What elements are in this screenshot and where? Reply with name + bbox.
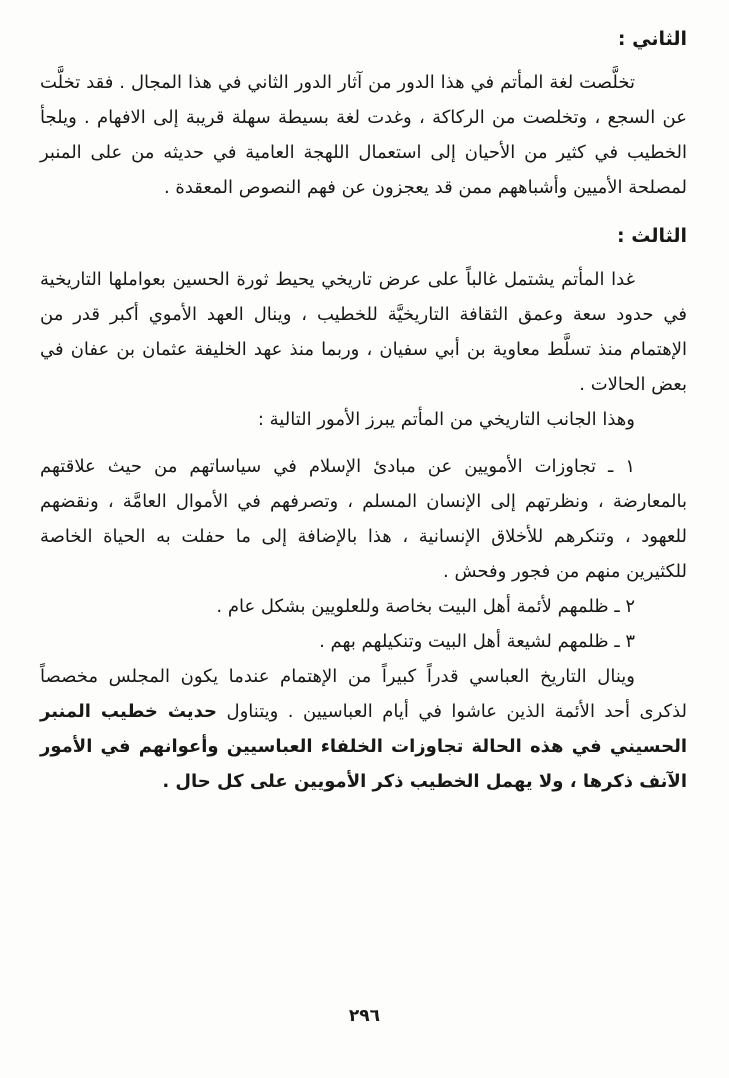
paragraph-third-3-bold-text: حديث خطيب المنبر الحسيني في هذه الحالة تجاوزات الخلفاء العباسيين وأعوانهم في الأمور الآنف ذكرها ، ولا يهمل الخطيب ذكر الأمويين على كل حال .	[40, 701, 687, 792]
paragraph-third-3	[40, 659, 687, 799]
list-item-3: ٣ ـ ظلمهم لشيعة أهل البيت وتنكيلهم بهم .	[319, 631, 635, 652]
page-number: ٢٩٦	[348, 1006, 381, 1026]
list-item-1: ١ ـ تجاوزات الأمويين عن مبادئ الإسلام في سياساتهم من حيث علاقتهم بالمعارضة ، ونظرتهم إلى الإنسان المسلم ، وتصرفهم في الأموال العامَّة ، ونقضهم للعهود ، وتنكرهم للأخلاق الإنسانية ، هذا بالإضافة إلى ما حفلت به الحياة الخاصة للكثيرين منهم من فجور وفحش .	[40, 456, 687, 582]
section-heading-second: الثاني :	[617, 28, 687, 50]
paragraph-second-1: تخلَّصت لغة المأتم في هذا الدور من آثار الدور الثاني في هذا المجال . فقد تخلَّت عن السجع ، وتخلصت من الركاكة ، وغدت لغة بسيطة سهلة قريبة إلى الافهام . ويلجأ الخطيب في كثير من الأحيان إلى استعمال اللهجة العامية في حديثه من على المنبر لمصلحة الأميين وأشباههم ممن قد يعجزون عن فهم النصوص المعقدة .	[40, 72, 687, 198]
paragraph-third-2: وهذا الجانب التاريخي من المأتم يبرز الأمور التالية :	[257, 409, 635, 430]
list-item-2: ٢ ـ ظلمهم لأئمة أهل البيت بخاصة وللعلويين بشكل عام .	[216, 596, 635, 617]
section-heading-third: الثالث :	[617, 225, 687, 247]
paragraph-third-3-normal-text: وينال التاريخ العباسي قدراً كبيراً من الإهتمام عندما يكون المجلس مخصصاً لذكرى أحد الأئمة الذين عاشوا في أيام العباسيين . ويتناول	[40, 666, 688, 722]
paragraph-third-1: غدا المأتم يشتمل غالباً على عرض تاريخي يحيط ثورة الحسين بعواملها التاريخية في حدود سعة وعمق الثقافة التاريخيَّة للخطيب ، وينال العهد الأموي أكبر قدر من الإهتمام منذ تسلَّط معاوية بن أبي سفيان ، وربما منذ عهد الخليفة عثمان بن عفان في بعض الحالات .	[40, 269, 687, 395]
